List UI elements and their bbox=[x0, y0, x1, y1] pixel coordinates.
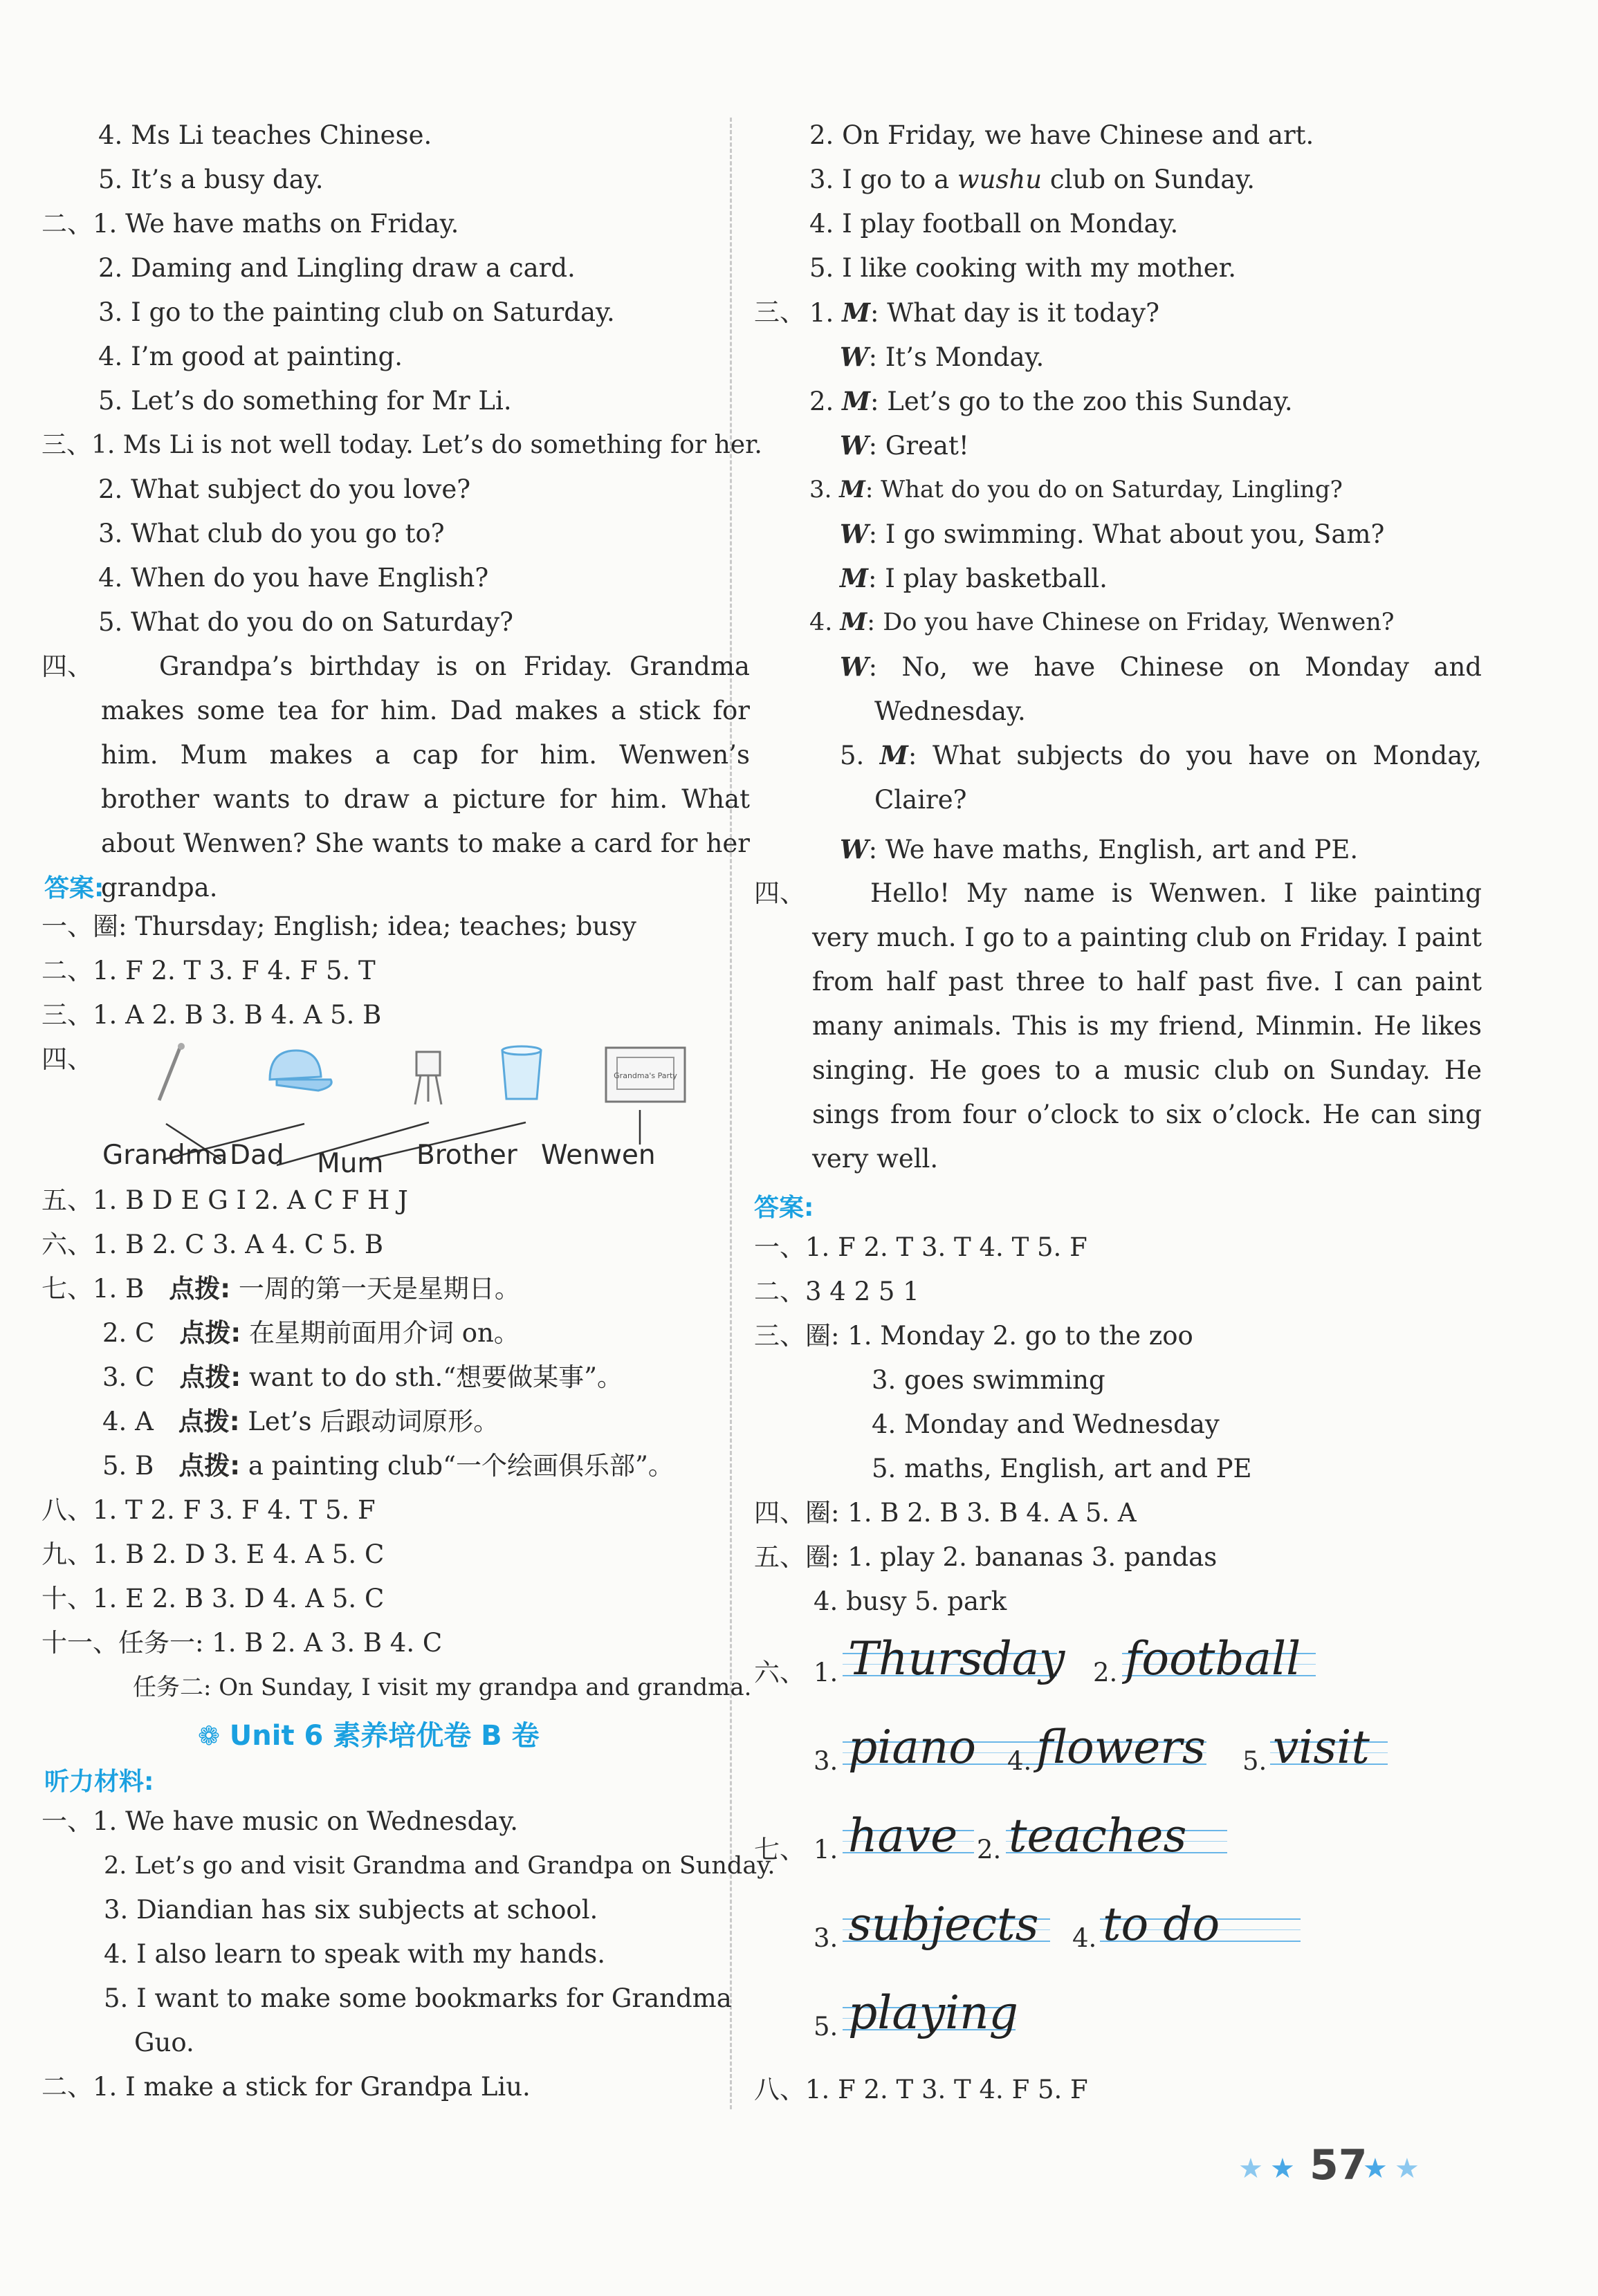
cup-icon bbox=[502, 1046, 541, 1099]
answer-line: 十一、任务一: 1. B 2. A 3. B 4. C bbox=[42, 1628, 443, 1658]
dialog-line: M: I play basketball. bbox=[840, 563, 1108, 593]
text-line: 4. I’m good at painting. bbox=[98, 342, 403, 371]
text-line: 5. I like cooking with my mother. bbox=[809, 253, 1237, 283]
item-number: 1. bbox=[814, 1658, 838, 1687]
answer-line: 任务二: On Sunday, I visit my grandpa and grandma. bbox=[133, 1674, 752, 1701]
stick-icon bbox=[159, 1043, 185, 1100]
text-line: 2. What subject do you love? bbox=[98, 474, 471, 504]
text-line: 5. Let’s do something for Mr Li. bbox=[98, 386, 512, 416]
dialog-line: 3. M: What do you do on Saturday, Lingling? bbox=[809, 476, 1343, 503]
card-icon bbox=[606, 1048, 685, 1102]
question-label: 六、 bbox=[754, 1658, 805, 1687]
text-line: 2. Let’s go and visit Grandma and Grandpa on Sunday. bbox=[104, 1852, 775, 1880]
text-line: 3. Diandian has six subjects at school. bbox=[104, 1895, 598, 1925]
tip-line: 4. A 点拨: Let’s 后跟动词原形。 bbox=[102, 1407, 499, 1436]
dialog-line: W: I go swimming. What about you, Sam? bbox=[840, 519, 1385, 549]
answer-line: 八、1. T 2. F 3. F 4. T 5. F bbox=[42, 1495, 376, 1525]
text-line: 一、1. We have music on Wednesday. bbox=[42, 1806, 519, 1836]
answer-line: 4. Monday and Wednesday bbox=[872, 1409, 1220, 1439]
text-line: Guo. bbox=[134, 2028, 194, 2057]
answer-line: 五、圈: 1. play 2. bananas 3. pandas bbox=[754, 1542, 1218, 1572]
answer-line: 三、1. A 2. B 3. B 4. A 5. B bbox=[42, 1000, 382, 1030]
handwritten-answer: visit bbox=[1273, 1721, 1370, 1774]
handwritten-answer: subjects bbox=[848, 1898, 1039, 1951]
item-number: 4. bbox=[1072, 1923, 1097, 1953]
cap-icon bbox=[270, 1050, 331, 1091]
question-label: 三、 bbox=[754, 297, 805, 327]
item-number: 1. bbox=[814, 1835, 838, 1864]
question-label: 七、 bbox=[754, 1835, 805, 1864]
item-number: 5. bbox=[1242, 1746, 1267, 1776]
item-number: 2. bbox=[977, 1835, 1002, 1864]
answer-line: 八、1. F 2. T 3. T 4. F 5. F bbox=[754, 2075, 1088, 2104]
left-column bbox=[42, 0, 775, 2144]
passage: Hello! My name is Wenwen. I like painting very much. I go to a painting club on Friday. I paint from half past three to half past five. I can paint many animals. This is my friend, Minmin. He likes singing. He goes to a music club on Sunday. He sings from four o’clock to six o’clock. He can sing very well. bbox=[812, 878, 1482, 1174]
answer-line: 一、1. F 2. T 3. T 4. T 5. F bbox=[754, 1232, 1087, 1262]
text-line: 5. It’s a busy day. bbox=[98, 165, 324, 194]
dialog-line: W: We have maths, English, art and PE. bbox=[840, 834, 1359, 864]
item-number: 5. bbox=[814, 2012, 838, 2042]
unit-title: ❁ Unit 6 素养培优卷 B 卷 bbox=[198, 1720, 540, 1752]
tip-line: 七、1. B 点拨: 一周的第一天是星期日。 bbox=[42, 1274, 520, 1304]
text-line: 3. What club do you go to? bbox=[98, 519, 445, 548]
paw-icon: ❁ bbox=[198, 1721, 220, 1751]
answer-line: 十、1. E 2. B 3. D 4. A 5. C bbox=[42, 1584, 385, 1613]
text-line: 4. When do you have English? bbox=[98, 563, 489, 593]
star-icon: ★ bbox=[1363, 2153, 1388, 2185]
page-number: 57 bbox=[1310, 2141, 1368, 2189]
question-label: 四、 bbox=[42, 651, 93, 681]
tip-line: 3. C 点拨: want to do sth.“想要做某事”。 bbox=[102, 1362, 623, 1392]
item-number: 4. bbox=[1007, 1746, 1032, 1776]
star-icon: ★ bbox=[1238, 2153, 1263, 2185]
handwritten-answer: piano bbox=[848, 1721, 976, 1774]
text-line: 二、1. We have maths on Friday. bbox=[42, 209, 459, 239]
match-name: Grandma bbox=[102, 1140, 228, 1171]
handwritten-answer: have bbox=[848, 1809, 958, 1862]
dialog-line: 4. M: Do you have Chinese on Friday, Wenwen? bbox=[809, 608, 1395, 636]
text-line: 4. I also learn to speak with my hands. bbox=[104, 1939, 606, 1969]
match-name: Dad bbox=[230, 1140, 284, 1171]
star-icon: ★ bbox=[1270, 2153, 1295, 2185]
answer-line: 六、1. B 2. C 3. A 4. C 5. B bbox=[42, 1230, 384, 1259]
text-line: 三、1. Ms Li is not well today. Let’s do something for her. bbox=[42, 431, 762, 459]
match-name: Mum bbox=[317, 1148, 384, 1179]
dialog-line: W: Great! bbox=[840, 430, 969, 461]
text-line: 4. Ms Li teaches Chinese. bbox=[98, 120, 432, 150]
dialog-line: 1. M: What day is it today? bbox=[809, 297, 1159, 328]
handwritten-answer: to do bbox=[1103, 1898, 1220, 1951]
text-line: 3. I go to a wushu club on Sunday. bbox=[809, 165, 1256, 194]
answer-line: 二、1. F 2. T 3. F 4. F 5. T bbox=[42, 956, 376, 985]
answer-line: 一、圈: Thursday; English; idea; teaches; busy bbox=[42, 911, 636, 941]
text-line: 4. I play football on Monday. bbox=[809, 209, 1179, 239]
handwritten-answer: Thursday bbox=[848, 1632, 1065, 1685]
answer-line: 五、1. B D E G I 2. A C F H J bbox=[42, 1185, 408, 1215]
answer-line: 二、3 4 2 5 1 bbox=[754, 1277, 919, 1306]
handwritten-answer: flowers bbox=[1036, 1721, 1206, 1774]
item-number: 3. bbox=[814, 1746, 838, 1776]
match-name: Wenwen bbox=[541, 1140, 656, 1171]
answer-heading: 答案: bbox=[44, 874, 104, 902]
card-text: Grandma's Party bbox=[614, 1071, 677, 1080]
question-label: 四、 bbox=[754, 878, 805, 908]
answer-line: 5. maths, English, art and PE bbox=[872, 1454, 1252, 1483]
passage: Grandpa’s birthday is on Friday. Grandma makes some tea for him. Dad makes a stick for him. Mum makes a cap for him. Wenwen’s brother wants to draw a picture for him. What about Wenwen? She wants to make a card for her grandpa. bbox=[101, 651, 750, 902]
question-label: 四、 bbox=[42, 1044, 93, 1074]
handwritten-answer: playing bbox=[848, 1986, 1018, 2039]
item-number: 2. bbox=[1093, 1658, 1118, 1687]
easel-icon bbox=[415, 1052, 441, 1104]
text-line: 2. Daming and Lingling draw a card. bbox=[98, 253, 576, 283]
text-line: 2. On Friday, we have Chinese and art. bbox=[809, 120, 1314, 150]
answer-line: 4. busy 5. park bbox=[814, 1586, 1007, 1616]
answer-line: 四、圈: 1. B 2. B 3. B 4. A 5. A bbox=[754, 1498, 1137, 1528]
listening-heading: 听力材料: bbox=[44, 1768, 154, 1796]
dialog-line: 5. M: What subjects do you have on Monday, Claire? bbox=[840, 740, 1482, 815]
handwritten-answer: teaches bbox=[1009, 1809, 1187, 1862]
answer-line: 九、1. B 2. D 3. E 4. A 5. C bbox=[42, 1539, 385, 1569]
text-line: 5. I want to make some bookmarks for Grandma bbox=[104, 1983, 732, 2013]
item-number: 3. bbox=[814, 1923, 838, 1953]
tip-line: 2. C 点拨: 在星期前面用介词 on。 bbox=[102, 1318, 520, 1348]
match-name: Brother bbox=[416, 1140, 517, 1171]
right-column bbox=[754, 0, 1482, 2144]
column-divider bbox=[730, 118, 732, 2109]
text-line: 二、1. I make a stick for Grandpa Liu. bbox=[42, 2072, 531, 2102]
answer-line: 三、圈: 1. Monday 2. go to the zoo bbox=[754, 1321, 1193, 1351]
answer-heading: 答案: bbox=[754, 1194, 814, 1222]
dialog-line: 2. M: Let’s go to the zoo this Sunday. bbox=[809, 386, 1293, 416]
handwritten-answer: football bbox=[1125, 1632, 1301, 1685]
dialog-line: W: No, we have Chinese on Monday and Wednesday. bbox=[840, 651, 1482, 726]
star-icon: ★ bbox=[1395, 2153, 1420, 2185]
dialog-line: W: It’s Monday. bbox=[840, 342, 1045, 372]
tip-line: 5. B 点拨: a painting club“一个绘画俱乐部”。 bbox=[102, 1451, 674, 1481]
text-line: 3. I go to the painting club on Saturday. bbox=[98, 297, 615, 327]
text-line: 5. What do you do on Saturday? bbox=[98, 607, 513, 637]
answer-line: 3. goes swimming bbox=[872, 1365, 1105, 1395]
